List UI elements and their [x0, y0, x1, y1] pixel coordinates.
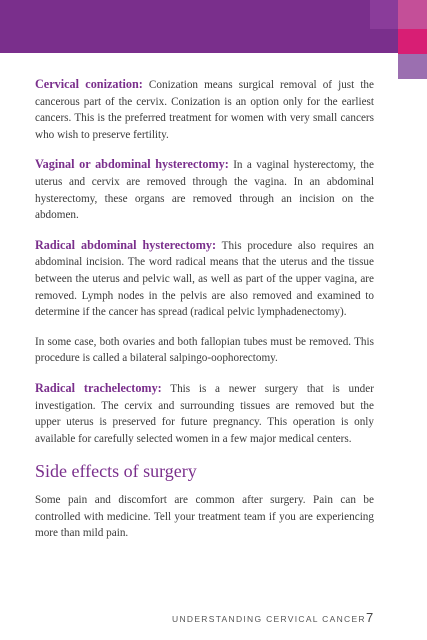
decor-square — [398, 54, 427, 79]
term-description: This procedure also requires an abdominal incision. The word radical means that the uterus and the tissue between the uterus and pelvic wall, as well as part of the upper vagina, are removed. Lymph nodes in the pelvis are also removed and examined to determine if the cancer has spread (radical pelvic lymphadenectomy). — [35, 239, 374, 319]
page-number: 7 — [366, 610, 374, 625]
footer-title: UNDERSTANDING CERVICAL CANCER — [172, 614, 366, 624]
decor-square — [398, 29, 427, 54]
paragraph-text: In some case, both ovaries and both fallopian tubes must be removed. This procedure is called a bilateral salpingo-oophorectomy. — [35, 335, 374, 365]
section-radical-hysterectomy — [35, 237, 374, 321]
decor-square — [398, 0, 427, 29]
section-trachelectomy — [35, 380, 374, 447]
term-label: Radical abdominal hysterectomy: — [35, 237, 217, 252]
page-content — [35, 76, 374, 555]
term-label: Vaginal or abdominal hysterectomy: — [35, 157, 229, 172]
page-footer — [0, 610, 427, 630]
term-label: Cervical conization: — [35, 77, 143, 91]
term-description: In a vaginal hysterectomy, the uterus and cervix are removed through the vagina. In an abdominal hysterectomy, these organs are removed through an incision on the abdomen. — [35, 159, 374, 222]
section-ovaries-note — [35, 334, 374, 367]
paragraph-text: Some pain and discomfort are common after surgery. Pain can be controlled with medicine. Tell your treatment team if you are experiencing more than mild pain. — [35, 494, 374, 540]
decor-square — [370, 0, 399, 29]
section-cervical-conization — [35, 76, 374, 143]
section-hysterectomy — [35, 156, 374, 223]
term-description: This is a newer surgery that is under investigation. The cervix and surrounding tissues are removed but the upper uterus is preserved for future pregnancy. This operation is only available for carefully selected women in a few major medical centers. — [35, 382, 374, 445]
decor-square — [370, 29, 399, 53]
header-band — [0, 0, 427, 53]
side-effects-heading: Side effects of surgery — [35, 461, 197, 482]
side-effects-paragraph — [35, 492, 374, 542]
term-label: Radical trachelectomy: — [35, 380, 162, 395]
term-description: Conization means surgical removal of just the cancerous part of the cervix. Conization is an option only for the earliest cancers. This is the preferred treatment for women with very small cancers who wish to preserve fertility. — [35, 79, 374, 141]
